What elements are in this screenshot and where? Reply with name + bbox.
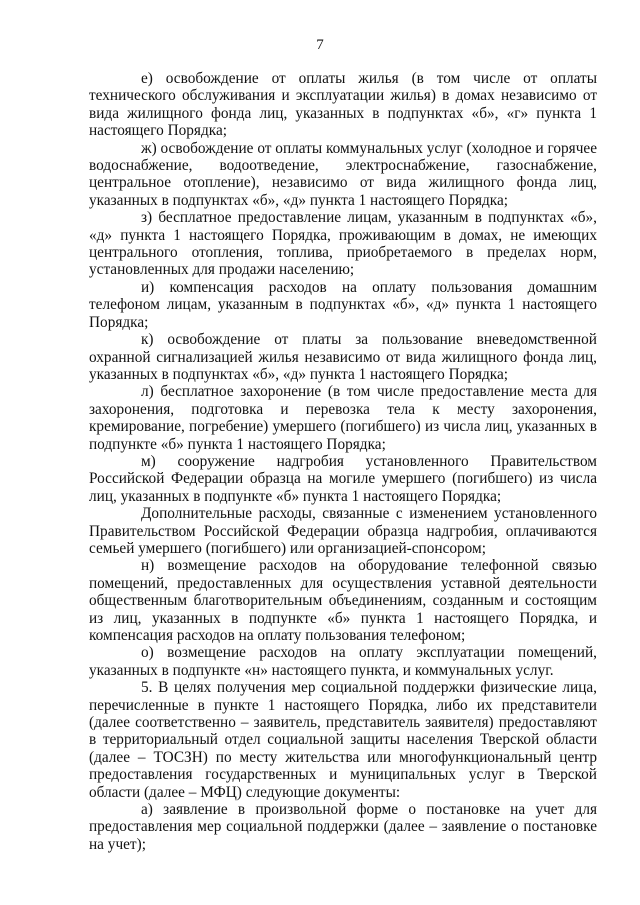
paragraph-subitem-z: з) бесплатное предоставление лицам, указанным в подпунктах «б», «д» пункта 1 настоящего Порядка, проживающим в домах, не имеющих центрального отопления, топлива, приобретаемого в пределах норм, установленных для продажи населению;: [89, 209, 597, 279]
paragraph-subitem-k: к) освобождение от платы за пользование вневедомственной охранной сигнализацией жилья независимо от вида жилищного фонда лиц, указанных в подпунктах «б», «д» пункта 1 настоящего Порядка;: [89, 331, 597, 383]
paragraph-subitem-o: о) возмещение расходов на оплату эксплуатации помещений, указанных в подпункте «н» настоящего пункта, и коммунальных услуг.: [89, 644, 597, 679]
document-body: [89, 70, 597, 853]
paragraph-subitem-a: а) заявление в произвольной форме о постановке на учет для предоставления мер социальной поддержки (далее – заявление о постановке на учет);: [89, 801, 597, 853]
paragraph-subitem-l: л) бесплатное захоронение (в том числе предоставление места для захоронения, подготовка и перевозка тела к месту захоронения, кремирование, погребение) умершего (погибшего) из числа лиц, указанных в подпункте «б» пункта 1 настоящего Порядка;: [89, 383, 597, 453]
paragraph-subitem-i: и) компенсация расходов на оплату пользования домашним телефоном лицам, указанным в подпунктах «б», «д» пункта 1 настоящего Порядка;: [89, 278, 597, 331]
paragraph-subitem-e: е) освобождение от оплаты жилья (в том числе от оплаты технического обслуживания и эксплуатации жилья) в домах независимо от вида жилищного фонда лиц, указанных в подпунктах «б», «г» пункта 1 настоящего Порядка;: [89, 70, 597, 140]
paragraph-subitem-m: м) сооружение надгробия установленного Правительством Российской Федерации образца на могиле умершего (погибшего) из числа лиц, указанных в подпункте «б» пункта 1 настоящего Порядка;: [89, 452, 597, 505]
paragraph-subitem-zh: ж) освобождение от оплаты коммунальных услуг (холодное и горячее водоснабжение, водоотведение, электроснабжение, газоснабжение, центральное отопление), независимо от вида жилищного фонда лиц, указанных в подпунктах «б», «д» пункта 1 настоящего Порядка;: [89, 139, 597, 209]
page-number: 7: [316, 37, 324, 53]
paragraph-additional-expenses: Дополнительные расходы, связанные с изменением установленного Правительством Российской Федерации образца надгробия, оплачиваются семьей умершего (погибшего) или организацией-спонсором;: [89, 505, 597, 557]
paragraph-clause-5: 5. В целях получения мер социальной поддержки физические лица, перечисленные в пункте 1 настоящего Порядка, либо их представители (далее соответственно – заявитель, представитель заявителя) предоставляют в территориальный отдел социальной защиты населения Тверской области (далее – ТОСЗН) по месту жительства или многофункциональный центр предоставления государственных и муниципальных услуг в Тверской области (далее – МФЦ) следующие документы:: [89, 679, 597, 801]
paragraph-subitem-n: н) возмещение расходов на оборудование телефонной связью помещений, предоставленных для осуществления уставной деятельности общественным благотворительным объединениям, созданным и состоящим из лиц, указанных в подпункте «б» пункта 1 настоящего Порядка, и компенсация расходов на оплату пользования телефоном;: [89, 557, 597, 644]
